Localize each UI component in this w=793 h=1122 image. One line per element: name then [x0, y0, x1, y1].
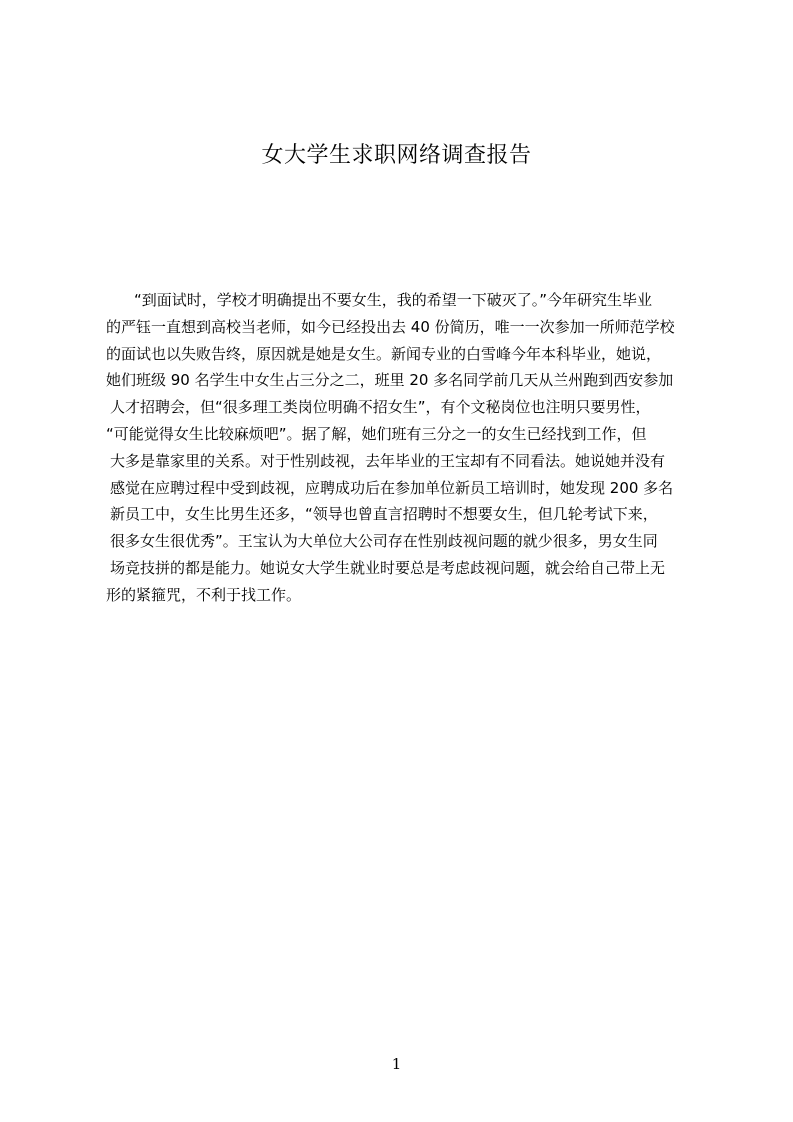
body-paragraph [106, 287, 726, 609]
paragraph-line: 新员工中，女生比男生还多，“领导也曾直言招聘时不想要女生，但几轮考试下来， [110, 505, 658, 524]
paragraph-line: “可能觉得女生比较麻烦吧”。据了解，她们班有三分之一的女生已经找到工作，但 [106, 424, 647, 443]
paragraph-line: 的严钰一直想到高校当老师，如今已经投出去 40 份简历，唯一一次参加一所师范学校 [106, 317, 675, 336]
paragraph-line: 她们班级 90 名学生中女生占三分之二，班里 20 多名同学前几天从兰州跑到西安参加 [106, 371, 674, 390]
paragraph-line: 的面试也以失败告终，原因就是她是女生。新闻专业的白雪峰今年本科毕业，她说， [106, 344, 662, 363]
paragraph-line: 形的紧箍咒，不利于找工作。 [106, 585, 302, 604]
document-title: 女大学生求职网络调查报告 [261, 143, 532, 168]
paragraph-line: 人才招聘会，但“很多理工类岗位明确不招女生”，有个文秘岗位也注明只要男性， [110, 398, 651, 417]
page-number: 1 [391, 1055, 402, 1073]
paragraph-line: “到面试时，学校才明确提出不要女生，我的希望一下破灭了。”今年研究生毕业 [134, 291, 653, 309]
paragraph-line: 感觉在应聘过程中受到歧视，应聘成功后在参加单位新员工培训时，她发现 200 多名 [110, 478, 674, 497]
paragraph-line: 很多女生很优秀”。王宝认为大单位大公司存在性别歧视问题的就少很多，男女生同 [110, 532, 658, 551]
paragraph-line: 场竞技拼的都是能力。她说女大学生就业时要总是考虑歧视问题，就会给自己带上无 [110, 558, 666, 577]
paragraph-line: 大多是靠家里的关系。对于性别歧视，去年毕业的王宝却有不同看法。她说她并没有 [110, 451, 666, 470]
